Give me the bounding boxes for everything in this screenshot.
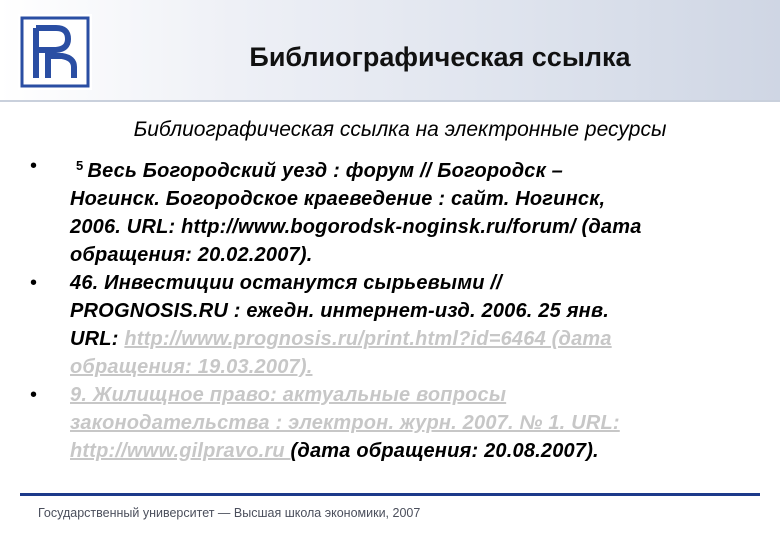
slide-subtitle: Библиографическая ссылка на электронные ресурсы [133, 118, 667, 141]
url-label: URL: [70, 328, 125, 350]
reference-line [70, 353, 760, 381]
reference-line [70, 152, 760, 185]
reference-line: 2006. URL: http://www.bogorodsk-noginsk.ru/forum/ (дата [70, 216, 642, 238]
reference-text: (дата обращения: 20.08.2007). [290, 440, 599, 462]
footer-rule [20, 493, 760, 496]
bullet-icon: • [30, 384, 38, 406]
header-divider [0, 100, 780, 102]
reference-link[interactable]: обращения: 19.03.2007). [70, 356, 313, 378]
reference-line [70, 409, 760, 437]
reference-line [70, 325, 760, 353]
slide-title: Библиографическая ссылка [249, 42, 631, 72]
reference-link[interactable]: http://www.gilpravo.ru [70, 440, 291, 462]
footer-text: Государственный университет — Высшая школа экономики, 2007 [38, 506, 421, 520]
hse-logo-icon [18, 14, 92, 90]
reference-line: PROGNOSIS.RU : ежедн. интернет-изд. 2006. 25 янв. [70, 300, 609, 322]
list-item [30, 381, 760, 465]
reference-list [30, 152, 760, 465]
reference-line: Ногинск. Богородское краеведение : сайт. Ногинск, [70, 188, 606, 210]
list-item [30, 269, 760, 381]
reference-line: 46. Инвестиции останутся сырьевыми // [70, 272, 502, 294]
footnote-number: 5 [76, 158, 84, 173]
reference-link[interactable]: http://www.prognosis.ru/print.html?id=6464 (дата [124, 328, 612, 350]
reference-line: обращения: 20.02.2007). [70, 244, 313, 266]
bullet-icon: • [30, 155, 38, 177]
reference-line [70, 381, 760, 409]
bullet-icon: • [30, 272, 38, 294]
reference-line [70, 437, 760, 465]
reference-link[interactable]: 9. Жилищное право: актуальные вопросы [70, 384, 507, 406]
reference-text: Весь Богородский уезд : форум // Богородск – [87, 160, 564, 182]
reference-link[interactable]: законодательства : электрон. журн. 2007. № 1. URL: [70, 412, 620, 434]
list-item [30, 152, 760, 269]
